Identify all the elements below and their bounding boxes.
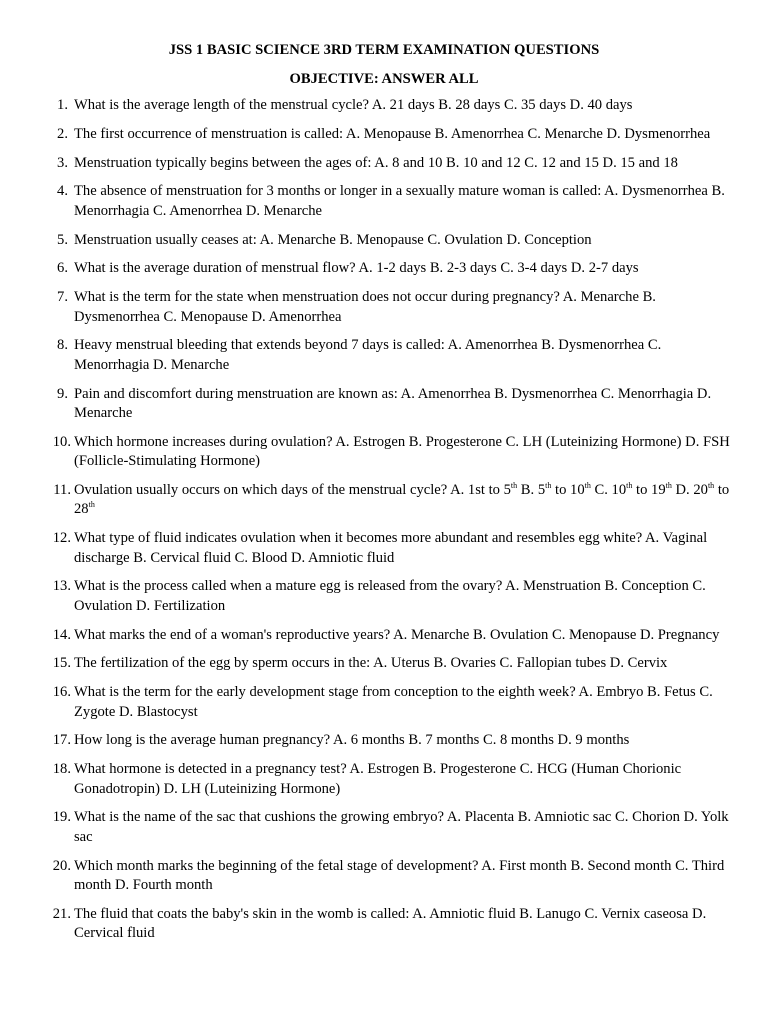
question-item <box>0 154 768 173</box>
question-text: Which hormone increases during ovulation? A. Estrogen B. Progesterone C. LH (Luteinizing Hormone) D. FSH (Follicle-Stimulating Hormone) <box>74 433 730 470</box>
question-number: 6. <box>57 260 68 277</box>
question-item <box>0 96 768 115</box>
question-text: The absence of menstruation for 3 months or longer in a sexually mature woman is called: A. Dysmenorrhea B. Menorrhagia C. Amenorrhea D. Menarche <box>74 183 725 219</box>
question-text: What is the name of the sac that cushions the growing embryo? A. Placenta B. Amniotic sac C. Chorion D. Yolk sac <box>74 809 729 845</box>
section-instruction: OBJECTIVE: ANSWER ALL <box>289 71 479 87</box>
question-number: 12. <box>52 530 71 547</box>
question-item <box>0 385 768 424</box>
question-text: How long is the average human pregnancy? A. 6 months B. 7 months C. 8 months D. 9 months <box>74 732 630 749</box>
question-item <box>0 433 768 472</box>
question-item <box>0 760 768 799</box>
question-text: Menstruation typically begins between the ages of: A. 8 and 10 B. 10 and 12 C. 12 and 15 D. 15 and 18 <box>74 154 678 171</box>
text-run: D. 20 <box>671 482 708 498</box>
question-number: 16. <box>52 684 71 701</box>
question-text: What is the average length of the menstrual cycle? A. 21 days B. 28 days C. 35 days D. 40 days <box>74 97 633 113</box>
question-number: 13. <box>52 578 71 595</box>
question-number: 7. <box>57 289 68 306</box>
question-number: 9. <box>57 385 68 402</box>
question-number: 10. <box>52 433 71 450</box>
question-number: 2. <box>57 125 68 142</box>
question-item <box>0 577 768 616</box>
text-run: to 19 <box>632 482 666 498</box>
question-item <box>0 683 768 722</box>
question-item <box>0 125 768 144</box>
question-item <box>0 905 768 944</box>
question-number: 5. <box>57 231 68 248</box>
question-item <box>0 857 768 896</box>
question-number: 18. <box>52 761 71 778</box>
question-number: 17. <box>52 732 71 749</box>
question-text: What is the average duration of menstrual flow? A. 1-2 days B. 2-3 days C. 3-4 days D. 2-7 days <box>74 260 639 277</box>
text-run: to 10 <box>551 482 585 498</box>
question-number: 15. <box>52 655 71 672</box>
question-text: What is the term for the state when menstruation does not occur during pregnancy? A. Menarche B. Dysmenorrhea C. Menopause D. Amenorrhea <box>74 289 656 325</box>
question-number: 21. <box>52 905 71 922</box>
text-run: Ovulation usually occurs on which days of the menstrual cycle? A. 1st to 5 <box>74 482 511 498</box>
question-text: What is the process called when a mature egg is released from the ovary? A. Menstruation B. Conception C. Ovulation D. Fertilization <box>74 578 706 614</box>
question-number: 1. <box>57 97 68 113</box>
question-item <box>0 259 768 278</box>
ordinal-suffix: th <box>707 481 715 490</box>
question-text: Which month marks the beginning of the fetal stage of development? A. First month B. Second month C. Third month D. Fourth month <box>74 857 725 894</box>
ordinal-suffix: th <box>626 481 633 490</box>
question-number: 4. <box>57 183 68 200</box>
question-text: What hormone is detected in a pregnancy test? A. Estrogen B. Progesterone C. HCG (Human Chorionic Gonadotropin) D. LH (Luteinizing Hormone) <box>74 761 682 797</box>
question-item <box>0 654 768 673</box>
question-item <box>0 529 768 568</box>
question-text: The fluid that coats the baby's skin in the womb is called: A. Amniotic fluid B. Lanugo C. Vernix caseosa D. Cervical fluid <box>74 905 707 942</box>
question-text: Heavy menstrual bleeding that extends beyond 7 days is called: A. Amenorrhea B. Dysmenorrhea C. Menorrhagia D. Menarche <box>74 337 662 373</box>
text-run: C. 10 <box>590 482 627 498</box>
question-number: 8. <box>57 337 68 354</box>
text-run: to 28 <box>74 482 730 518</box>
question-item <box>0 288 768 327</box>
question-text: The fertilization of the egg by sperm occurs in the: A. Uterus B. Ovaries C. Fallopian tubes D. Cervix <box>74 655 668 672</box>
question-text: What type of fluid indicates ovulation when it becomes more abundant and resembles egg white? A. Vaginal discharge B. Cervical fluid C. Blood D. Amniotic fluid <box>74 530 708 566</box>
question-number: 19. <box>52 809 71 826</box>
question-list <box>0 96 768 953</box>
question-number: 20. <box>52 857 71 874</box>
question-text: What is the term for the early development stage from conception to the eighth week? A. Embryo B. Fetus C. Zygote D. Blastocyst <box>74 684 713 720</box>
ordinal-suffix: th <box>88 500 95 510</box>
question-item <box>0 182 768 221</box>
question-number: 3. <box>57 154 68 171</box>
question-item <box>0 626 768 645</box>
page-title: JSS 1 BASIC SCIENCE 3RD TERM EXAMINATION QUESTIONS <box>168 42 600 58</box>
question-text: Menstruation usually ceases at: A. Menarche B. Menopause C. Ovulation D. Conception <box>74 231 592 248</box>
question-item <box>0 808 768 847</box>
question-number: 14. <box>52 626 71 643</box>
question-item <box>0 231 768 250</box>
question-item <box>0 336 768 375</box>
ordinal-suffix: th <box>510 481 518 490</box>
ordinal-suffix: th <box>584 481 591 490</box>
question-text: The first occurrence of menstruation is called: A. Menopause B. Amenorrhea C. Menarche D. Dysmenorrhea <box>74 125 711 142</box>
question-number: 11. <box>53 482 71 498</box>
question-item <box>0 731 768 750</box>
ordinal-suffix: th <box>545 481 552 490</box>
question-text: What marks the end of a woman's reproductive years? A. Menarche B. Ovulation C. Menopause D. Pregnancy <box>74 626 720 643</box>
question-text: Pain and discomfort during menstruation are known as: A. Amenorrhea B. Dysmenorrhea C. Menorrhagia D. Menarche <box>74 385 712 421</box>
text-run: B. 5 <box>517 482 546 498</box>
question-item <box>0 481 768 520</box>
ordinal-suffix: th <box>665 481 672 490</box>
question-text <box>74 482 729 517</box>
